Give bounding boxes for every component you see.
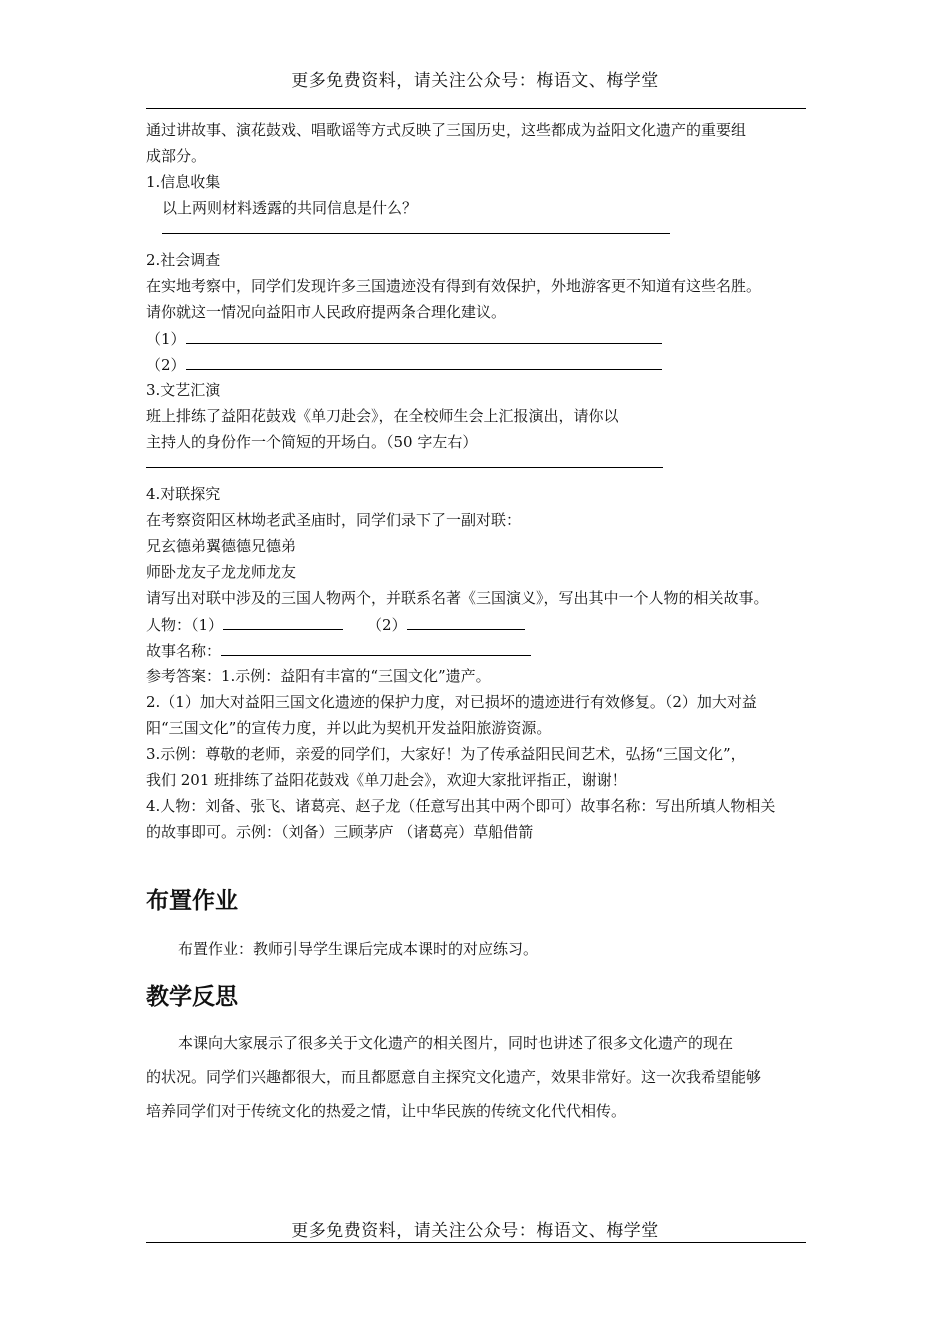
person-fill-row [146,611,812,637]
item-label: （1） [146,330,186,348]
answer-blank [407,611,525,630]
answer-blank [223,611,343,630]
answer-2: 阳“三国文化”的宣传力度，并以此为契机开发益阳旅游资源。 [146,719,552,737]
answer-blank [221,637,531,656]
question-2-item-2 [146,351,812,377]
reflection-paragraph [146,1026,812,1128]
answer-3: 我们 201 班排练了益阳花鼓戏《单刀赴会》，欢迎大家批评指正，谢谢！ [146,771,627,789]
couplet-line-1: 兄玄德弟翼德德兄德弟 [146,537,297,555]
header-rule [146,108,806,109]
answer-4: 4.人物：刘备、张飞、诸葛亮、赵子龙（任意写出其中两个即可）故事名称：写出所填人物相关 [146,797,776,815]
material-line: 成部分。 [146,147,207,165]
document-body [146,117,812,845]
question-2-text: 请你就这一情况向益阳市人民政府提两条合理化建议。 [146,303,507,321]
answer-3: 3.示例：尊敬的老师，亲爱的同学们，大家好！为了传承益阳民间艺术，弘扬“三国文化”， [146,745,746,763]
reflection-line: 本课向大家展示了很多关于文化遗产的相关图片，同时也讲述了很多文化遗产的现在 [178,1034,734,1052]
page-footer: 更多免费资料，请关注公众号：梅语文、梅学堂 [291,1221,659,1241]
reflection-line: 培养同学们对于传统文化的热爱之情，让中华民族的传统文化代代相传。 [146,1102,627,1120]
person-label-1: 人物：（1） [146,616,224,634]
question-3-text: 班上排练了益阳花鼓戏《单刀赴会》，在全校师生会上汇报演出，请你以 [146,407,619,425]
homework-text: 布置作业：教师引导学生课后完成本课时的对应练习。 [178,940,539,958]
answer-blank-line [146,221,812,247]
answer-blank [186,351,662,370]
question-3-title: 3.文艺汇演 [146,381,221,399]
material-line: 通过讲故事、演花鼓戏、唱歌谣等方式反映了三国历史，这些都成为益阳文化遗产的重要组 [146,121,747,139]
question-2-title: 2.社会调查 [146,251,221,269]
reflection-line: 的状况。同学们兴趣都很大，而且都愿意自主探究文化遗产，效果非常好。这一次我希望能够 [146,1068,762,1086]
question-4-text: 请写出对联中涉及的三国人物两个，并联系名著《三国演义》，写出其中一个人物的相关故事。 [146,589,769,607]
question-2-item-1 [146,325,812,351]
page-header: 更多免费资料，请关注公众号：梅语文、梅学堂 [291,71,659,91]
reflection-heading: 教学反思 [146,984,238,1010]
story-fill-row [146,637,812,663]
story-label: 故事名称： [146,642,222,660]
answer-blank-line [146,455,812,481]
item-label: （2） [146,356,186,374]
footer-rule [146,1242,806,1243]
question-3-text: 主持人的身份作一个简短的开场白。（50 字左右） [146,433,478,451]
couplet-line-2: 师卧龙友子龙龙师龙友 [146,563,297,581]
answer-4: 的故事即可。示例：（刘备）三顾茅庐 （诸葛亮）草船借箭 [146,823,534,841]
question-4-title: 4.对联探究 [146,485,221,503]
question-2-text: 在实地考察中，同学们发现许多三国遗迹没有得到有效保护，外地游客更不知道有这些名胜。 [146,277,762,295]
question-4-text: 在考察资阳区林坳老武圣庙时，同学们录下了一副对联： [146,511,522,529]
answer-blank [186,325,662,344]
question-1-title: 1.信息收集 [146,173,221,191]
answer-2: 2.（1）加大对益阳三国文化遗迹的保护力度，对已损坏的遗迹进行有效修复。（2）加大对益 [146,693,757,711]
question-1-prompt: 以上两则材料透露的共同信息是什么？ [162,199,418,217]
answer-1: 参考答案：1.示例：益阳有丰富的“三国文化”遗产。 [146,667,491,685]
homework-heading: 布置作业 [146,888,238,914]
person-label-2: （2） [367,616,407,634]
